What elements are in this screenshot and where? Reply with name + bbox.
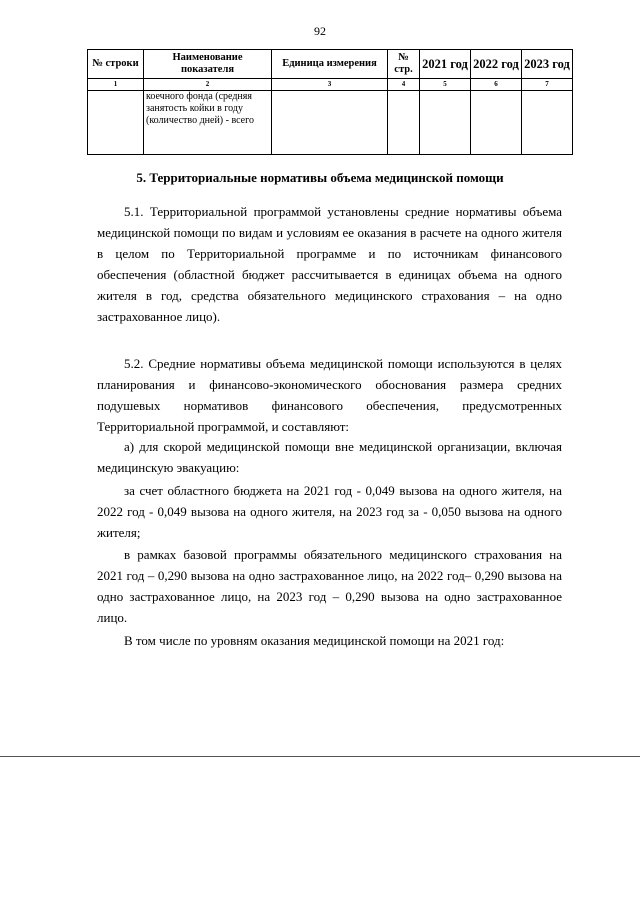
indicator-name-cell: коечного фонда (средняя занятость койки в году (количество дней) - всего: [144, 91, 272, 155]
column-number: 3: [272, 79, 388, 91]
header-2023: 2023 год: [522, 50, 573, 79]
header-2022: 2022 год: [471, 50, 522, 79]
paragraph-5-1: 5.1. Территориальной программой установлены средние нормативы объема медицинской помощи по видам и условиям ее оказания в расчете на одного жителя в целом по Территориальной программе и по источникам финансового обеспечения (областной бюджет рассчитывается в единицах объема на одного жителя в год, средства обязательного медицинского страхования – на одно застрахованное лицо).: [97, 204, 562, 324]
table-cell: [471, 91, 522, 155]
paragraph-a: а) для скорой медицинской помощи вне медицинской организации, включая медицинскую эвакуацию:: [97, 439, 562, 475]
column-number: 2: [144, 79, 272, 91]
paragraph-regional-budget: за счет областного бюджета на 2021 год - 0,049 вызова на одного жителя, на 2022 год - 0,049 вызова на одного жителя, на 2023 год за - 0,050 вызова на одного жителя;: [97, 483, 562, 540]
paragraph-levels: В том числе по уровням оказания медицинской помощи на 2021 год:: [124, 633, 505, 648]
header-row-no: № строки: [88, 50, 144, 79]
table-cell: [388, 91, 420, 155]
header-str-no: № стр.: [388, 50, 420, 79]
column-number: 7: [522, 79, 573, 91]
column-number: 1: [88, 79, 144, 91]
table-cell: [522, 91, 573, 155]
header-name: Наименование показателя: [144, 50, 272, 79]
header-2021: 2021 год: [420, 50, 471, 79]
header-unit: Единица измерения: [272, 50, 388, 79]
indicators-table: [87, 49, 573, 155]
section-title: 5. Территориальные нормативы объема медицинской помощи: [136, 170, 504, 185]
column-number: 4: [388, 79, 420, 91]
table-cell: [88, 91, 144, 155]
column-number: 6: [471, 79, 522, 91]
table-row: [88, 91, 573, 155]
table-cell: [272, 91, 388, 155]
page-number: 92: [314, 24, 326, 38]
paragraph-5-2: 5.2. Средние нормативы объема медицинской помощи используются в целях планирования и финансово-экономического обоснования размера средних подушевых нормативов финансового обеспечения, предусмотренных Территориальной программой, и составляют:: [97, 356, 562, 434]
column-number: 5: [420, 79, 471, 91]
column-numbers-row: [88, 79, 573, 91]
table-cell: [420, 91, 471, 155]
table-header-row: [88, 50, 573, 79]
footer-divider: [0, 756, 640, 757]
paragraph-oms: в рамках базовой программы обязательного медицинского страхования на 2021 год – 0,290 вызова на одно застрахованное лицо, на 2022 год– 0,290 вызова на одно застрахованное лицо, на 2023 год – 0,290 вызова на одно застрахованное лицо.: [97, 547, 562, 625]
